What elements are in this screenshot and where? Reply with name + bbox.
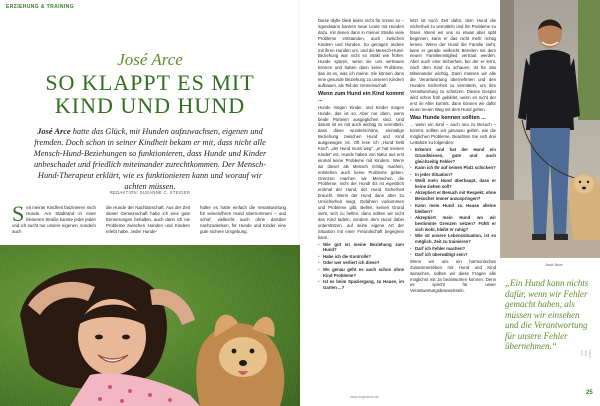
list-item: • Kann mein Hund zu Hause alleine bleiben? [410, 203, 496, 215]
lead-name: José Arce [37, 127, 71, 136]
list-item: • Wo genau geht es auch schon ohne Kind Probleme? [318, 267, 404, 279]
pull-quote: „Ein Hund kann nichts dafür, wenn wir Fehler gemacht haben, als müssen wir einsehen und die Verantwortung für unsere Fehler übernehmen.“ [505, 278, 589, 351]
relationship-question-list [318, 242, 404, 291]
photo-credit: Fotos: José Arce [580, 350, 592, 359]
list-item: • Wie gut ist meine Beziehung zum Hund? [318, 242, 404, 254]
right-column-1 [318, 18, 404, 292]
headline [0, 71, 300, 117]
right-column-2 [410, 18, 496, 294]
girl-and-dog-illustration [0, 245, 300, 406]
photo-girl-and-dog [0, 245, 300, 406]
list-item: • Akzeptiert mein Hund wo wir bestimmte Grenzen setzen? Fühlt er sich wohl, bleibt er ruhig? [410, 215, 496, 233]
photo-jose-arce-with-dog [500, 0, 600, 258]
list-item: • Akzeptiert er Besuch mit Respekt, ohne Besucher immer anzuspringen? [410, 190, 496, 202]
list-item: • Oder wer verliert ich diese? [318, 260, 404, 266]
author-kicker: José Arce [117, 50, 183, 69]
right-column-2-outro: Wenn wir uns ein harmonisches Zusammenleben mit Hund und Kind wünschen, sollten wir diese Fragen alle möglichst mit Ja beantworten können. Denn es spricht für unser Verantwortungsbewusstsein. [410, 258, 496, 294]
footer-url: www.dogtrainer.de [350, 395, 379, 399]
right-column-2-body: ... wenn ein Kind – auch neu zu Besuch – kommt, sollten wir genauso gelten, wie die möglichen Probleme. Beachten Sie sich drei Leitsätze zu folgenden: [410, 122, 496, 146]
right-column-1-body: Hunde mögen Kinder, und Kinder mögen Hunde, das ist so. Aber nur dann, wenn beide Parteien ausgeglichen sind. Und darum ist es mit auch wichtig zu vermitteln, dass diese wunderschöne, einmalige Beziehung zwischen Hund und Kind ausgewogen ist. Oft lese ich „Hund bellt Kind“, „der Hund muss weg“, „er hat meinen Kinder“ etc. Hunde haben von Natur aus erst einmal keine Probleme mit Kindern. Wenn wir dieser als Mensch richtig machen, entstehen auch keine Probleme geben. Grenzen machen wir Menschen die Probleme, nicht der Hund! Es ist eigentlich erstmal der Hund, der Hund Sicherheit braucht. Wenn der Hund dann aber zu Unsicherheit neigt, Gefahren vorkommen und Probleme gibt, Bellen, keinen Grund sieht, sich zu helfen, dann sollten wir nicht das Kind tadeln, sondern dem Hund dabei unterstützen, auf seine eigene Art der Situation mit einer Freundschaft begegnen kann. [318, 104, 404, 240]
subheading-kind-kommt: Wenn zum Hund ein Kind kommt ... [318, 90, 404, 103]
list-item: • Wie ist unsere Lebenssituation, ist es möglich, Zeit zu trainieren? [410, 233, 496, 245]
headline-line-2: KIND UND HUND [54, 93, 246, 118]
list-item: • In jeder Situation? [410, 172, 496, 178]
list-item: • Weiß mein Hund überhaupt, dass er keine ziehen soll? [410, 178, 496, 190]
section-tag: ERZIEHUNG & TRAINING [6, 4, 74, 10]
right-column-1-intro: Diese Idylle blieb leider nicht für immer so – irgendwann kannen neue Leute mit Hunden dazu, mit denen dann in meiner Straße viele Probleme entstanden, auch zwischen Kindern und Hunden. So genügen andere mit ihren Hunden um, und die Mensch-Hund-Beziehung war nicht so intakt wie früher. Hunde spüren, wenn sie uns vertrauen können und haben dann keine Probleme, das ist es, was ich meine. Sie können dann eine gesunde Beziehung zu unseren Kindern aufbauen, als Teil der Gemeinschaft. [318, 18, 404, 88]
headline-line-1: SO KLAPPT ES MIT [45, 70, 255, 95]
right-column-2-intro: letzt ist noch Zeit dafür, dem Hund die Sicherheit zu vermitteln und ihn Probleme zu lösen. Wenn wir uns so etwas aber spät beginnen, kann er das nicht mehr richtig lernen. Wenn der Hund die Familie sieht, kann er gerade vielleicht Bereiten mit dem neuen Familienmitglied vertraut werden. Aber auch eine Sicherheit, bei der er lernt, nach dem Kind zu schauen, ist für das Miteinander wichtig. Dann müssen wir alle die Verantwortung übernehmen und den Hunden Sicherheit zu vermitteln, um ihre Verantwortung zu schützen. Dieses Gespür wird schon früh gebildet, wenn es nicht der erst im Alter kommt, dann können wir dafür einen neuen Weg mit dem Hund gehen. [410, 18, 496, 112]
left-column-2: die Hunde der Nachbarschaft. Aus der Zeit dieser Gemeinschaft habe ich eine gute Erinnerungen behalten, auch dann ich nie Probleme zwischen Hunden und Kindern erlebt habe. Jeder Hunde- [106, 205, 190, 234]
portrait-illustration [500, 0, 600, 258]
left-column-3: halter es hatte einfach die Verantwortung für seinen/ihren Hund übernommen – und schuf, vielleicht auch ohne darüber nachzudenken, für Hunde und Kinder eine gute sichere Umgebung. [200, 205, 286, 234]
drop-cap: S [12, 201, 25, 226]
page-number: 25 [586, 390, 593, 396]
list-item: • Kann ich Ihr auf seinen Platz schicken? [410, 165, 496, 171]
subheading-hunde-kennen: Was Hunde kennen sollten ... [410, 114, 486, 121]
photo-caption: José Arce [545, 262, 563, 267]
list-item: • Darf ich überwältigt sein? [410, 252, 496, 258]
list-item: • Habe ich die Kontrolle? [318, 254, 404, 260]
list-item: • Ist es beim Spaziergang, zu Hause, im Garten ...? [318, 279, 404, 291]
byline: REDAKTION: SUSANNE C. STEIGER [109, 190, 191, 195]
list-item: • Darf ich Fehler machen? [410, 246, 496, 252]
checklist [410, 147, 496, 258]
lead-paragraph [28, 126, 272, 192]
left-column-1-text: eit meiner Kindheit faszinieren mich Hunde. Am Stadtrand in einer kleineren Straße kannte jeder jeden und ich sucht nur unsere eigenen, sondern auch [12, 205, 96, 234]
left-column-1 [12, 201, 96, 235]
list-item: • Erkennt und hat der Hund ein Grundwissen, gute und auch gleichzeitig Fehler? [410, 147, 496, 165]
lead-text: hatte das Glück, mit Hunden aufzuwachsen, eigenen und fremden. Doch schon in seiner Kindheit bekam er mit, dass nicht alle Mensch-Hund-Beziehungen so funktionieren, dass Hunde und Kinder unbeschadet und friedlich miteinander zurechtkommen. Der Mensch-Hund-Therapeut erklärt, wie es funktionieren kann und worauf wir achten müssen. [33, 127, 267, 191]
